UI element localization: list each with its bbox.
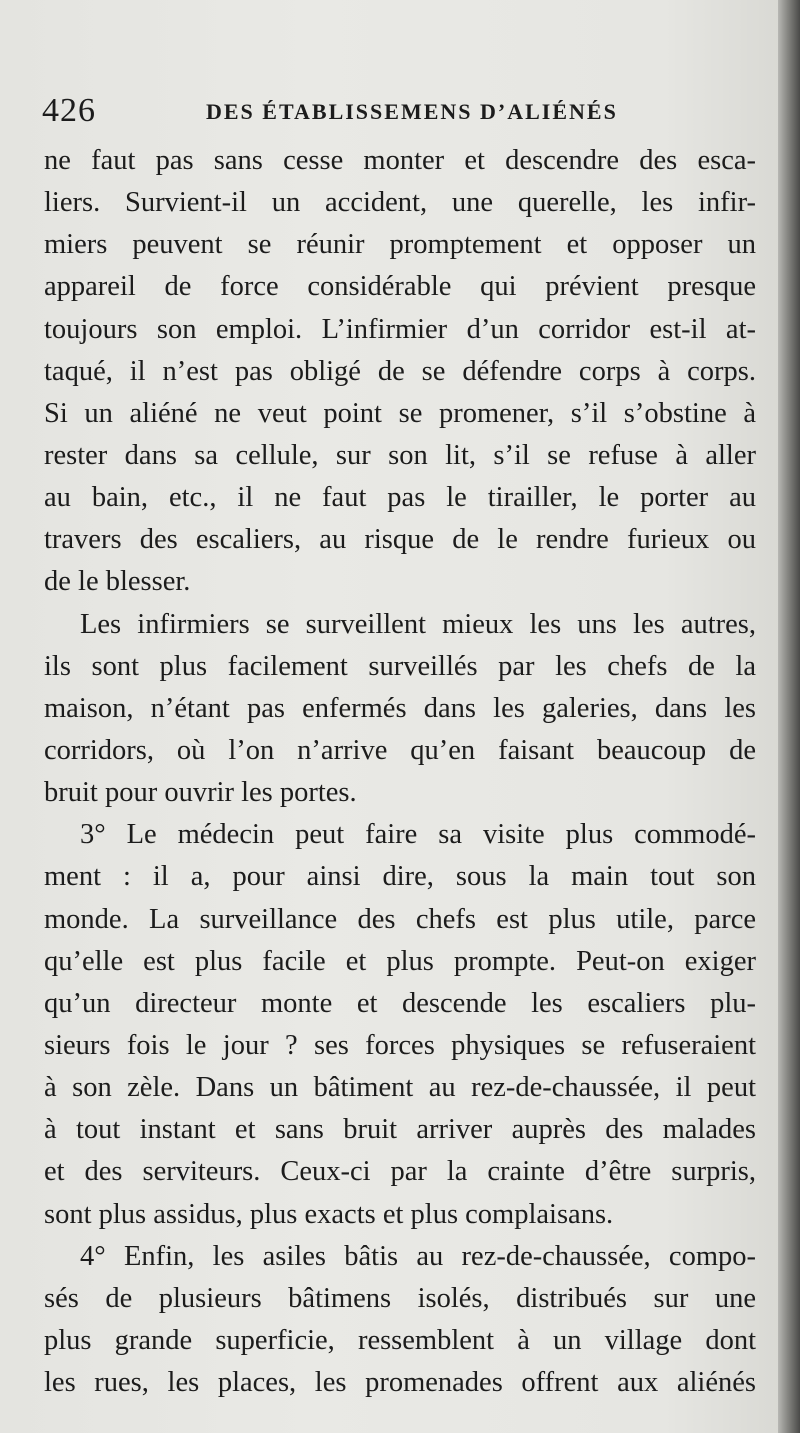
text-line: Si un aliéné ne veut point se promener, s’il s’obstine à bbox=[44, 397, 756, 429]
text-line: rester dans sa cellule, sur son lit, s’il se refuse à aller bbox=[44, 439, 756, 471]
text-line: sieurs fois le jour ? ses forces physiques se refuseraient bbox=[44, 1029, 756, 1061]
text-line: à son zèle. Dans un bâtiment au rez-de-chaussée, il peut bbox=[44, 1072, 756, 1104]
body-text bbox=[44, 140, 756, 1404]
text-line: taqué, il n’est pas obligé de se défendre corps à corps. bbox=[44, 355, 756, 387]
text-line: et des serviteurs. Ceux-ci par la crainte d’être surpris, bbox=[44, 1156, 756, 1188]
text-line: de le blesser. bbox=[44, 566, 191, 598]
text-line: toujours son emploi. L’infirmier d’un corridor est-il at- bbox=[44, 313, 756, 345]
running-head: DES ÉTABLISSEMENS D’ALIÉNÉS bbox=[206, 99, 618, 124]
text-line: sés de plusieurs bâtimens isolés, distribués sur une bbox=[44, 1282, 756, 1314]
text-line: monde. La surveillance des chefs est plus utile, parce bbox=[44, 903, 756, 935]
text-line: les rues, les places, les promenades offrent aux aliénés bbox=[44, 1367, 756, 1399]
text-line: miers peuvent se réunir promptement et opposer un bbox=[44, 229, 756, 261]
text-line: appareil de force considérable qui prévient presque bbox=[44, 271, 756, 303]
book-gutter-shadow bbox=[778, 0, 800, 1433]
text-line: Les infirmiers se surveillent mieux les uns les autres, bbox=[80, 608, 756, 640]
text-line: maison, n’étant pas enfermés dans les galeries, dans les bbox=[44, 692, 756, 724]
text-line: 3° Le médecin peut faire sa visite plus commodé- bbox=[80, 819, 756, 851]
text-line: bruit pour ouvrir les portes. bbox=[44, 777, 357, 809]
text-line: au bain, etc., il ne faut pas le tirailler, le porter au bbox=[44, 482, 756, 514]
text-line: qu’un directeur monte et descende les escaliers plu- bbox=[44, 987, 756, 1019]
text-line: ne faut pas sans cesse monter et descendre des esca- bbox=[44, 145, 756, 176]
text-line: qu’elle est plus facile et plus prompte. Peut-on exiger bbox=[44, 945, 756, 977]
page-header bbox=[42, 86, 762, 136]
text-line: 4° Enfin, les asiles bâtis au rez-de-chaussée, compo- bbox=[80, 1240, 756, 1272]
text-line: liers. Survient-il un accident, une querelle, les infir- bbox=[44, 187, 756, 219]
text-line: sont plus assidus, plus exacts et plus complaisans. bbox=[44, 1198, 614, 1230]
text-line: corridors, où l’on n’arrive qu’en faisant beaucoup de bbox=[44, 734, 756, 766]
text-line: plus grande superficie, ressemblent à un village dont bbox=[44, 1324, 756, 1356]
text-line: ils sont plus facilement surveillés par les chefs de la bbox=[44, 650, 756, 682]
text-line: à tout instant et sans bruit arriver auprès des malades bbox=[44, 1114, 756, 1146]
text-line: ment : il a, pour ainsi dire, sous la main tout son bbox=[44, 861, 756, 893]
page-number: 426 bbox=[42, 92, 96, 129]
text-line: travers des escaliers, au risque de le rendre furieux ou bbox=[44, 524, 756, 556]
